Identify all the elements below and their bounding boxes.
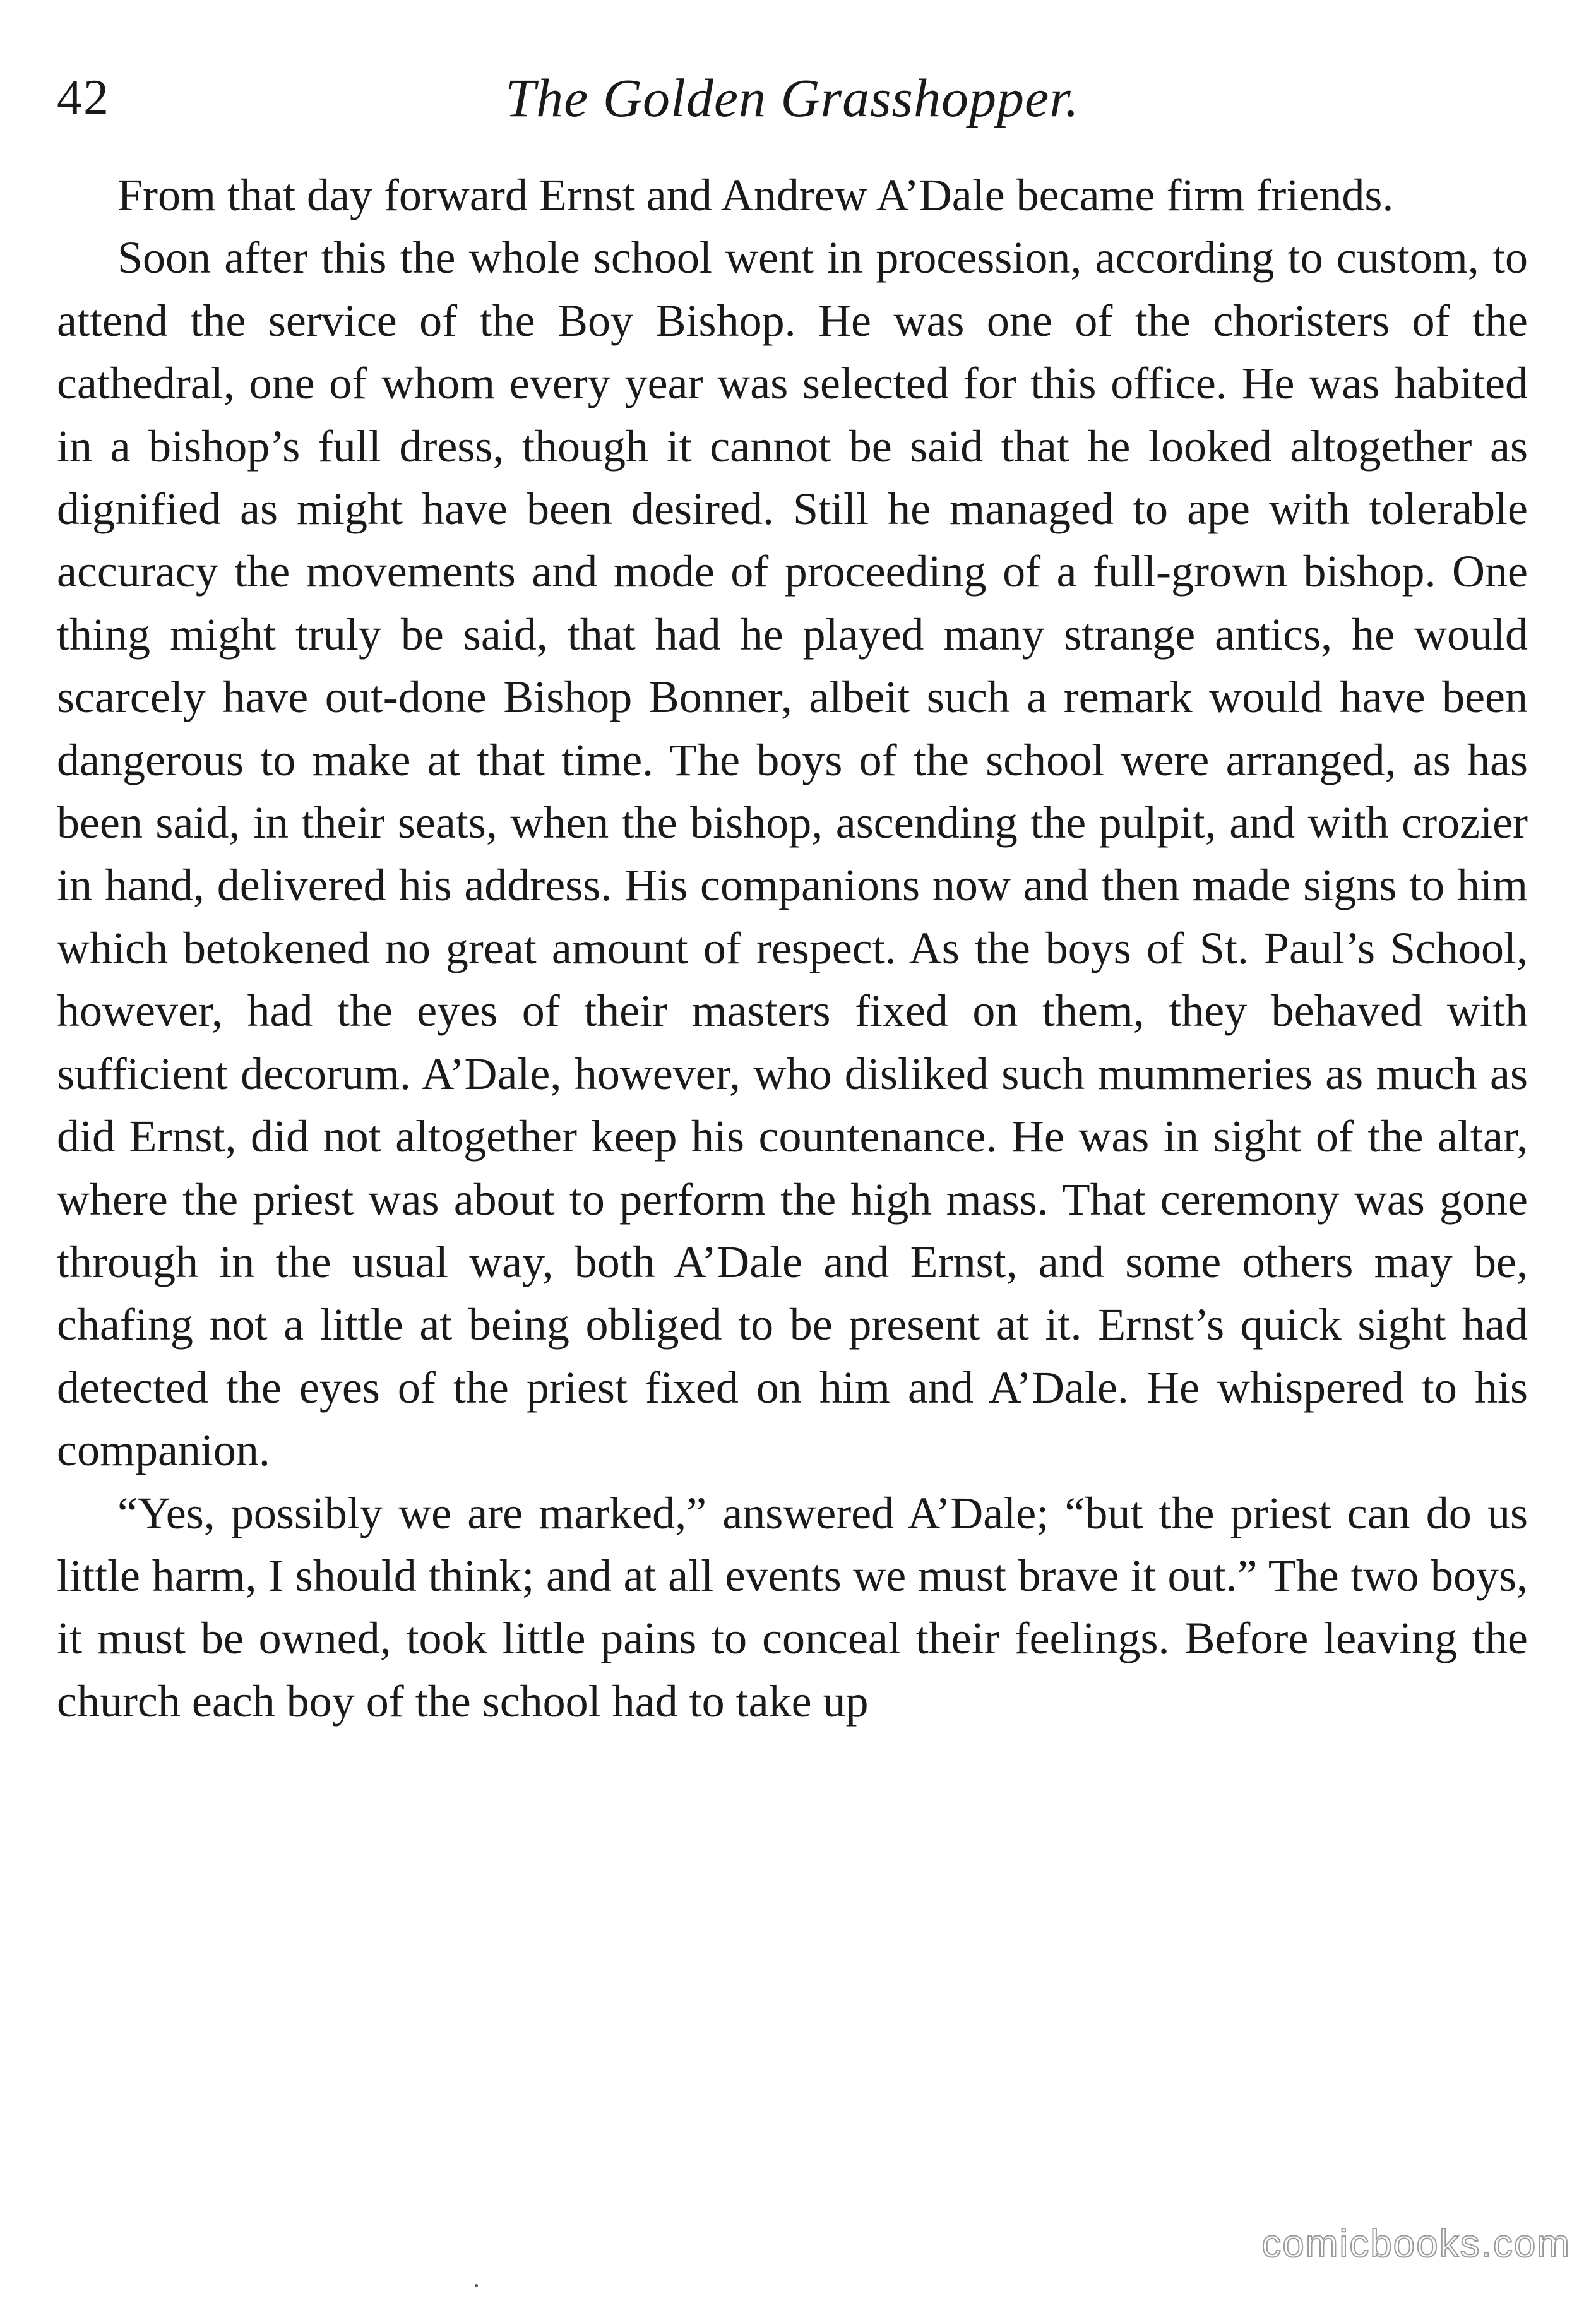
paragraph: From that day forward Ernst and Andrew A’Dale became firm friends. — [117, 170, 1394, 220]
body-text — [57, 164, 1528, 1733]
running-title: The Golden Grasshopper. — [505, 68, 1080, 128]
watermark: comicbooks.com — [1261, 2222, 1571, 2266]
page-header — [57, 60, 1528, 136]
paragraph: “Yes, possibly we are marked,” answered A’Dale; “but the priest can do us little harm, I should think; and at all events we must brave it out.” The two boys, it must be owned, took little pains to conceal their feelings. Before leaving the church each boy of the school had to take up — [57, 1487, 1528, 1727]
paragraph: Soon after this the whole school went in procession, according to custom, to attend the service of the Boy Bishop. He was one of the choristers of the cathedral, one of whom every year was selected for this office. He was habited in a bishop’s full dress, though it cannot be said that he looked altogether as dignified as might have been desired. Still he managed to ape with tolerable accuracy the movements and mode of proceeding of a full-grown bishop. One thing might truly be said, that had he played many strange antics, he would scarcely have out-done Bishop Bonner, albeit such a remark would have been dangerous to make at that time. The boys of the school were arranged, as has been said, in their seats, when the bishop, ascending the pulpit, and with crozier in hand, delivered his address. His companions now and then made signs to him which betokened no great amount of respect. As the boys of St. Paul’s School, however, had the eyes of their masters fixed on them, they behaved with sufficient decorum. A’Dale, however, who disliked such mummeries as much as did Ernst, did not altogether keep his countenance. He was in sight of the altar, where the priest was about to perform the high mass. That ceremony was gone through in the usual way, both A’Dale and Ernst, and some others may be, chafing not a little at being obliged to be present at it. Ernst’s quick sight had detected the eyes of the priest fixed on him and A’Dale. He whispered to his companion. — [57, 232, 1528, 1476]
print-speck — [475, 2284, 478, 2287]
page-number: 42 — [57, 70, 110, 126]
